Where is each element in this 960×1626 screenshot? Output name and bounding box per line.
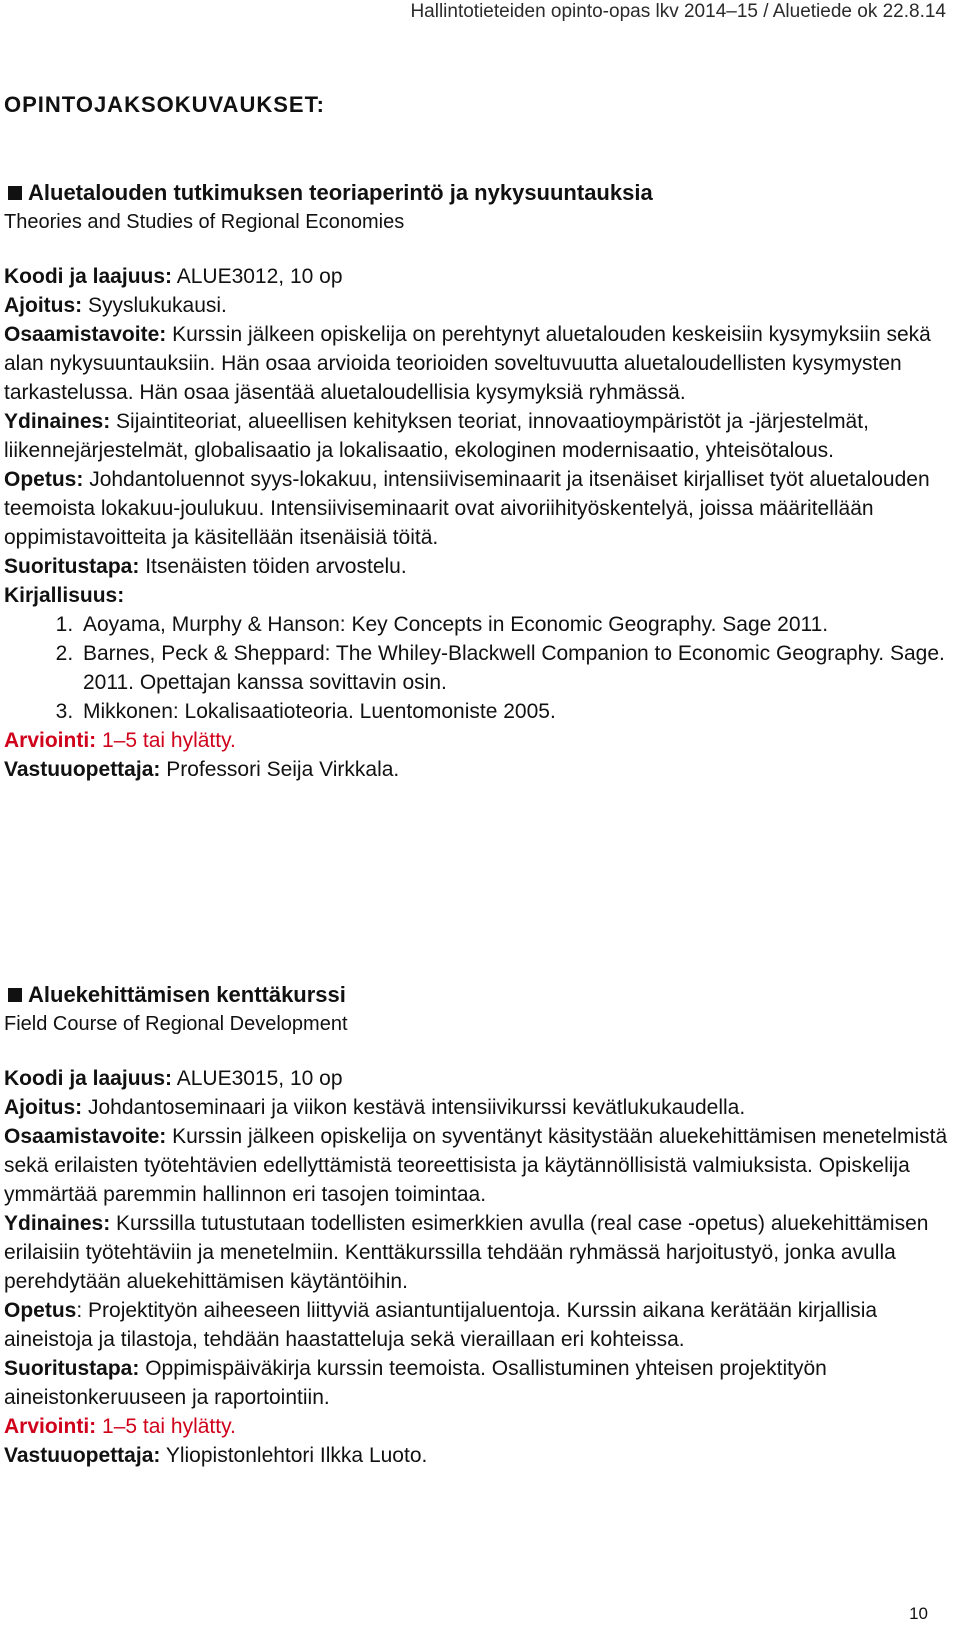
goal-label: Osaamistavoite: bbox=[4, 1125, 167, 1148]
grading-line bbox=[4, 1412, 954, 1441]
goal-label: Osaamistavoite: bbox=[4, 323, 167, 346]
content-line bbox=[4, 407, 954, 465]
list-item: 2. Barnes, Peck & Sheppard: The Whiley-Blackwell Companion to Economic Geography. Sage. 2011. Opettajan kanssa sovittavin osin. bbox=[79, 639, 954, 697]
completion-line bbox=[4, 552, 954, 581]
teacher-value: Yliopistonlehtori Ilkka Luoto. bbox=[165, 1444, 428, 1467]
teacher-value: Professori Seija Virkkala. bbox=[166, 758, 400, 781]
goal-value: Kurssin jälkeen opiskelija on perehtynyt aluetalouden keskeisiin kysymyksiin sekä alan nykysuuntauksiin. Hän osaa arvioida teorioiden soveltuvuutta aluetaloudellisten kysymysten tarkastelussa. Hän osaa jäsentää aluetaloudellisia kysymyksiä ryhmässä. bbox=[4, 323, 931, 404]
teacher-line bbox=[4, 1441, 954, 1470]
timing-label: Ajoitus: bbox=[4, 1096, 83, 1119]
list-item: 3. Mikkonen: Lokalisaatioteoria. Luentomoniste 2005. bbox=[79, 697, 954, 726]
code-label: Koodi ja laajuus: bbox=[4, 265, 173, 288]
teaching-value: Johdantoluennot syys-lokakuu, intensiiviseminaarit ja itsenäiset kirjalliset työt aluetalouden teemoista lokakuu-joulukuu. Intensiiviseminaarit ovat aivoriihityöskentelyä, joissa määritellään oppimistavoitteita ja käsitellään itsenäisiä töitä. bbox=[4, 468, 930, 549]
teaching-label: Opetus bbox=[4, 1299, 77, 1322]
grading-label: Arviointi: bbox=[4, 729, 97, 752]
goal-line bbox=[4, 320, 954, 407]
course-title bbox=[4, 980, 954, 1010]
timing-label: Ajoitus: bbox=[4, 294, 83, 317]
teaching-value: : Projektityön aiheeseen liittyviä asiantuntijaluentoja. Kurssin aikana kerätään kirjallisia aineistoja ja tilastoja, tehdään haastatteluja sekä vieraillaan eri kohteissa. bbox=[4, 1299, 878, 1351]
course-section-2 bbox=[4, 980, 954, 1470]
timing-line bbox=[4, 291, 954, 320]
grading-label: Arviointi: bbox=[4, 1415, 97, 1438]
timing-value: Johdantoseminaari ja viikon kestävä intensiivikurssi kevätlukukaudella. bbox=[88, 1096, 746, 1119]
square-bullet-icon bbox=[8, 988, 22, 1002]
completion-value: Itsenäisten töiden arvostelu. bbox=[145, 555, 407, 578]
literature-line bbox=[4, 581, 954, 610]
teacher-line bbox=[4, 755, 954, 784]
grading-line bbox=[4, 726, 954, 755]
course-subtitle: Field Course of Regional Development bbox=[4, 1013, 348, 1035]
grading-value: 1–5 tai hylätty. bbox=[102, 1415, 236, 1438]
teaching-line bbox=[4, 465, 954, 552]
page-number: 10 bbox=[909, 1604, 928, 1623]
timing-value: Syyslukukausi. bbox=[88, 294, 227, 317]
square-bullet-icon bbox=[8, 186, 22, 200]
grading-value: 1–5 tai hylätty. bbox=[102, 729, 236, 752]
literature-label: Kirjallisuus: bbox=[4, 584, 125, 607]
teacher-label: Vastuuopettaja: bbox=[4, 758, 161, 781]
code-line bbox=[4, 262, 954, 291]
content-value: Sijaintiteoriat, alueellisen kehityksen teoriat, innovaatioympäristöt ja -järjestelmät, liikennejärjestelmät, globalisaatio ja lokalisaatio, ekologinen modernisaatio, yhteisötalous. bbox=[4, 410, 869, 462]
completion-label: Suoritustapa: bbox=[4, 555, 140, 578]
completion-label: Suoritustapa: bbox=[4, 1357, 140, 1380]
content-line bbox=[4, 1209, 954, 1296]
code-value: ALUE3012, 10 op bbox=[176, 265, 343, 288]
course-title-text: Aluekehittämisen kenttäkurssi bbox=[28, 982, 346, 1007]
code-line bbox=[4, 1064, 954, 1093]
course-title-text: Aluetalouden tutkimuksen teoriaperintö ja nykysuuntauksia bbox=[28, 180, 653, 205]
code-label: Koodi ja laajuus: bbox=[4, 1067, 173, 1090]
goal-value: Kurssin jälkeen opiskelija on syventänyt käsitystään aluekehittämisen menetelmistä sekä erilaisten työtehtävien edellyttämistä teoreettisista ja käytännöllisistä valmiuksista. Opiskelija ymmärtää paremmin hallinnon eri tasojen toimintaa. bbox=[4, 1125, 948, 1206]
course-title bbox=[4, 178, 954, 208]
timing-line bbox=[4, 1093, 954, 1122]
list-item: 1. Aoyama, Murphy & Hanson: Key Concepts in Economic Geography. Sage 2011. bbox=[79, 610, 954, 639]
teacher-label: Vastuuopettaja: bbox=[4, 1444, 161, 1467]
content-label: Ydinaines: bbox=[4, 1212, 111, 1235]
course-section-1 bbox=[4, 178, 954, 784]
code-value: ALUE3015, 10 op bbox=[176, 1067, 343, 1090]
page-header: Hallintotieteiden opinto-opas lkv 2014–15 / Aluetiede ok 22.8.14 bbox=[410, 1, 946, 22]
literature-list bbox=[4, 610, 954, 726]
teaching-label: Opetus: bbox=[4, 468, 84, 491]
completion-value: Oppimispäiväkirja kurssin teemoista. Osallistuminen yhteisen projektityön aineistonkeruuseen ja raportointiin. bbox=[4, 1357, 827, 1409]
completion-line bbox=[4, 1354, 954, 1412]
teaching-line bbox=[4, 1296, 954, 1354]
content-label: Ydinaines: bbox=[4, 410, 111, 433]
course-subtitle: Theories and Studies of Regional Economies bbox=[4, 211, 405, 233]
content-value: Kurssilla tutustutaan todellisten esimerkkien avulla (real case -opetus) aluekehittämisen erilaisiin työtehtäviin ja menetelmiin. Kenttäkurssilla tehdään ryhmässä harjoitustyö, jonka avulla perehdytään aluekehittämisen käytäntöihin. bbox=[4, 1212, 929, 1293]
goal-line bbox=[4, 1122, 954, 1209]
main-heading: OPINTOJAKSOKUVAUKSET: bbox=[4, 92, 325, 117]
